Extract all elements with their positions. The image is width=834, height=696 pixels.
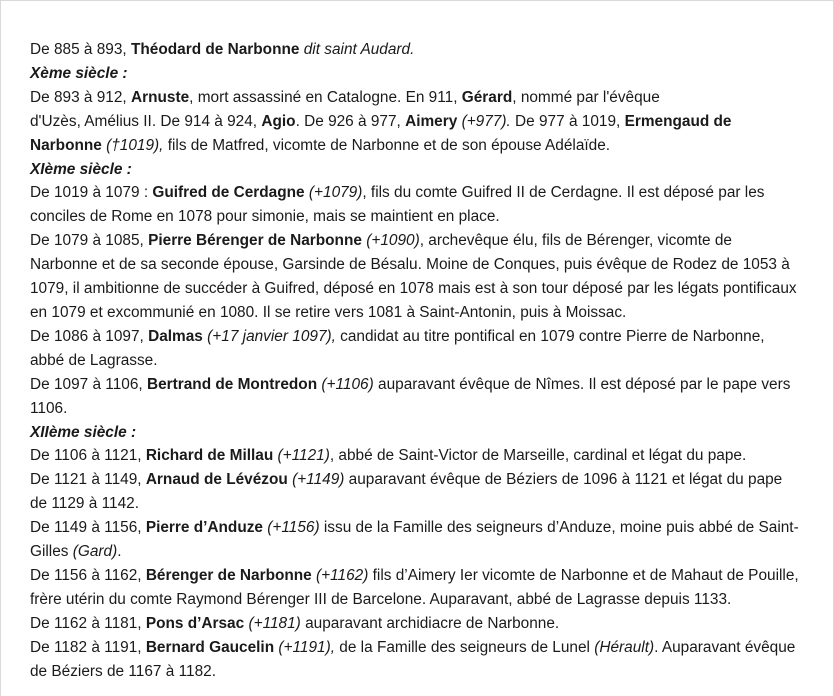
document-body bbox=[30, 38, 802, 683]
text-run: XIIème siècle : bbox=[30, 423, 137, 441]
bishop-name: Aimery bbox=[405, 112, 458, 130]
heading-xe-siecle bbox=[30, 62, 802, 86]
bishop-name: Ermengaud de Narbonne bbox=[30, 112, 732, 154]
bishop-name: Arnaud de Lévézou bbox=[145, 471, 288, 489]
italic-note: (+1106) bbox=[321, 375, 374, 393]
bishop-name: Théodard de Narbonne bbox=[130, 41, 300, 58]
text-run: , abbé de Saint-Victor de Marseille, cardinal et légat du pape. bbox=[329, 447, 747, 465]
text-run: issu de la Famille des seigneurs d’Anduze, moine puis abbé de Saint-Gilles bbox=[30, 519, 799, 561]
text-run: XIème siècle : bbox=[30, 160, 132, 178]
text-run: De 977 à 1019, bbox=[510, 112, 625, 130]
text-run: auparavant archidiacre de Narbonne. bbox=[300, 614, 560, 632]
italic-note: (+1121) bbox=[277, 447, 330, 465]
entry-theodard bbox=[30, 38, 802, 62]
italic-note: (+977). bbox=[461, 112, 511, 130]
italic-note: (+1162) bbox=[316, 566, 369, 584]
text-run: de la Famille des seigneurs de Lunel bbox=[335, 638, 595, 656]
text-run: , mort assassiné en Catalogne. En 911, bbox=[189, 88, 462, 106]
text-run: De 1156 à 1162, bbox=[30, 566, 146, 584]
italic-note: (†1019), bbox=[106, 136, 164, 154]
italic-note: (+1149) bbox=[292, 471, 345, 489]
text-run: De 1079 à 1085, bbox=[30, 232, 149, 250]
text-run: . De 926 à 977, bbox=[295, 112, 406, 130]
bishop-name: Guifred de Cerdagne bbox=[152, 184, 305, 202]
italic-note: (+1156) bbox=[267, 519, 320, 537]
entry-berenger bbox=[30, 564, 802, 612]
heading-xie-siecle bbox=[30, 158, 802, 182]
italic-note: (+1181) bbox=[248, 614, 301, 632]
entry-arnaud bbox=[30, 468, 802, 516]
text-run: . Auparavant évêque de Béziers de 1167 à 1182. bbox=[30, 638, 796, 680]
entry-bertrand bbox=[30, 373, 802, 421]
italic-note: (+1191), bbox=[278, 638, 336, 656]
entry-bernard bbox=[30, 636, 802, 684]
heading-xiie-siecle bbox=[30, 421, 802, 445]
bishop-name: Gérard bbox=[461, 88, 513, 106]
text-run: De 1162 à 1181, bbox=[30, 614, 146, 632]
entry-guifred bbox=[30, 181, 802, 229]
text-run: De 885 à 893, bbox=[30, 41, 131, 58]
entry-pierre-anduze bbox=[30, 516, 802, 564]
text-run: De 1086 à 1097, bbox=[30, 327, 149, 345]
bishop-name: Bernard Gaucelin bbox=[145, 638, 275, 656]
entry-richard bbox=[30, 444, 802, 468]
italic-note: dit saint Audard. bbox=[303, 41, 415, 58]
italic-note: (+17 janvier 1097), bbox=[207, 327, 336, 345]
text-run: De 1106 à 1121, bbox=[30, 447, 146, 465]
text-run: De 1149 à 1156, bbox=[30, 519, 146, 537]
italic-note: (Gard) bbox=[72, 543, 118, 561]
text-run: De 1019 à 1079 : bbox=[30, 184, 153, 202]
entry-pons bbox=[30, 612, 802, 636]
text-run: d'Uzès, Amélius II. De 914 à 924, bbox=[30, 112, 262, 130]
text-run: , archevêque élu, fils de Bérenger, vicomte de Narbonne et de sa seconde épouse, Garsinde de Bésalu. Moine de Conques, puis évêque de Rodez de 1053 à 1079, il ambitionne de succéder à Guifred, déposé en 1078 mais est à son tour déposé par les légats pontificaux en 1079 et excommunié en 1080. Il se retire vers 1081 à Saint-Antonin, puis à Moissac. bbox=[30, 232, 797, 321]
bishop-name: Pierre d’Anduze bbox=[145, 519, 263, 537]
text-run: , fils du comte Guifred II de Cerdagne. Il est déposé par les conciles de Rome en 1078 pour simonie, mais se maintient en place. bbox=[30, 184, 765, 226]
entry-arnuste-gerard-agio-aimery-ermengaud bbox=[30, 86, 802, 158]
text-run: fils de Matfred, vicomte de Narbonne et de son épouse Adélaïde. bbox=[163, 136, 611, 154]
bishop-name: Pons d’Arsac bbox=[145, 614, 245, 632]
text-run: auparavant évêque de Béziers de 1096 à 1121 et légat du pape de 1129 à 1142. bbox=[30, 471, 783, 513]
italic-note: (Hérault) bbox=[594, 638, 655, 656]
entry-dalmas bbox=[30, 325, 802, 373]
bishop-name: Pierre Bérenger de Narbonne bbox=[148, 232, 362, 250]
bishop-name: Dalmas bbox=[148, 327, 203, 345]
entry-pierre-berenger bbox=[30, 229, 802, 325]
text-run: candidat au titre pontifical en 1079 contre Pierre de Narbonne, abbé de Lagrasse. bbox=[30, 327, 765, 369]
bishop-name: Arnuste bbox=[130, 88, 190, 106]
text-run: . bbox=[117, 543, 122, 561]
text-run: De 1121 à 1149, bbox=[30, 471, 146, 489]
text-run: De 1182 à 1191, bbox=[30, 638, 146, 656]
bishop-name: Bertrand de Montredon bbox=[146, 375, 318, 393]
text-run: auparavant évêque de Nîmes. Il est déposé par le pape vers 1106. bbox=[30, 375, 791, 417]
bishop-name: Agio bbox=[261, 112, 296, 130]
text-run: De 1097 à 1106, bbox=[30, 375, 147, 393]
text-run: De 893 à 912, bbox=[30, 88, 131, 106]
italic-note: (+1079) bbox=[308, 184, 363, 202]
text-run: , nommé par l'évêque bbox=[512, 88, 660, 106]
text-run: fils d’Aimery Ier vicomte de Narbonne et de Mahaut de Pouille, frère utérin du comte Raymond Bérenger III de Barcelone. Auparavant, abbé de Lagrasse depuis 1133. bbox=[30, 566, 799, 608]
bishop-name: Richard de Millau bbox=[145, 447, 274, 465]
italic-note: (+1090) bbox=[366, 232, 420, 250]
text-run: Xème siècle : bbox=[30, 64, 128, 82]
bishop-name: Bérenger de Narbonne bbox=[145, 566, 312, 584]
